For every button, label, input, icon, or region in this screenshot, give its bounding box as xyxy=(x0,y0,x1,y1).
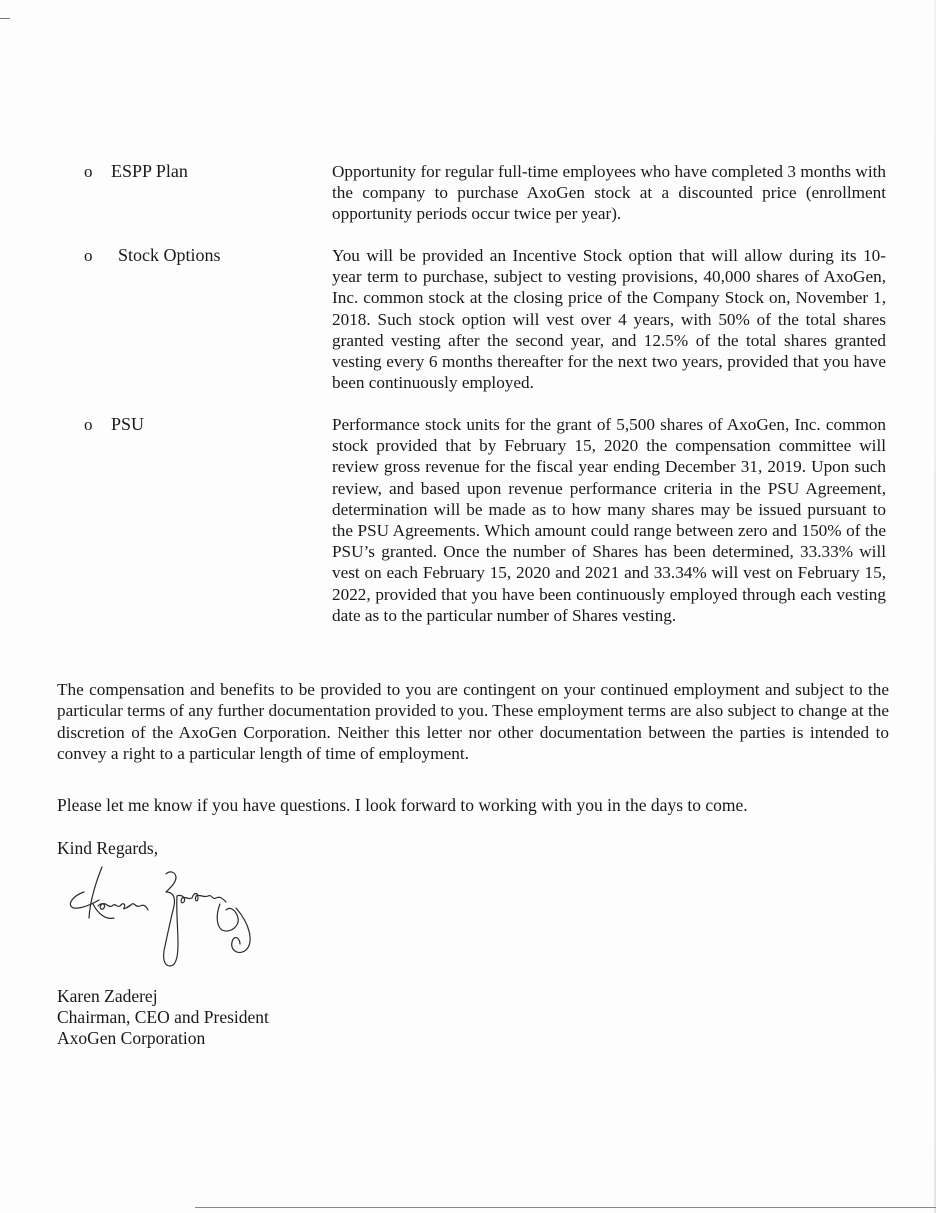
signer-company: AxoGen Corporation xyxy=(57,1028,206,1048)
scan-mark xyxy=(0,18,10,19)
benefit-label: PSU xyxy=(111,414,145,434)
salutation: Kind Regards, xyxy=(57,838,159,858)
bullet-marker: o xyxy=(84,415,93,434)
bullet-marker: o xyxy=(84,246,93,265)
compensation-paragraph: The compensation and benefits to be provided to you are contingent on your continued employment and subject to the particular terms of any further documentation provided to you. These employment terms are also subject to change at the discretion of the AxoGen Corporation. Neither this letter nor other documentation between the parties is intended to convey a right to a particular length of time of employment. xyxy=(57,680,889,764)
benefit-description: You will be provided an Incentive Stock option that will allow during its 10-year term to purchase, subject to vesting provisions, 40,000 shares of AxoGen, Inc. common stock at the closing price of the Company Stock on, November 1, 2018. Such stock option will vest over 4 years, with 50% of the total shares granted vesting after the second year, and 12.5% of the total shares granted vesting every 6 months thereafter for the next two years, provided that you have been continuously employed. xyxy=(332,246,886,393)
closing-line: Please let me know if you have questions. I look forward to working with you in the days to come. xyxy=(57,795,748,815)
signer-name: Karen Zaderej xyxy=(57,986,158,1006)
benefit-description: Opportunity for regular full-time employees who have completed 3 months with the company to purchase AxoGen stock at a discounted price (enrollment opportunity periods occur twice per year). xyxy=(332,162,886,224)
scan-line xyxy=(195,1207,936,1208)
benefit-label: ESPP Plan xyxy=(111,161,188,181)
signature-image xyxy=(62,862,262,974)
signer-title: Chairman, CEO and President xyxy=(57,1007,269,1027)
benefit-label: Stock Options xyxy=(118,245,221,265)
benefit-description: Performance stock units for the grant of 5,500 shares of AxoGen, Inc. common stock provided that by February 15, 2020 the compensation committee will review gross revenue for the fiscal year ending December 31, 2019. Upon such review, and based upon revenue performance criteria in the PSU Agreement, determination will be made as to how many shares may be issued pursuant to the PSU Agreements. Which amount could range between zero and 150% of the PSU’s granted. Once the number of Shares has been determined, 33.33% will vest on each February 15, 2020 and 2021 and 33.34% will vest on February 15, 2022, provided that you have been continuously employed through each vesting date as to the particular number of Shares vesting. xyxy=(332,415,886,625)
bullet-marker: o xyxy=(84,162,93,181)
